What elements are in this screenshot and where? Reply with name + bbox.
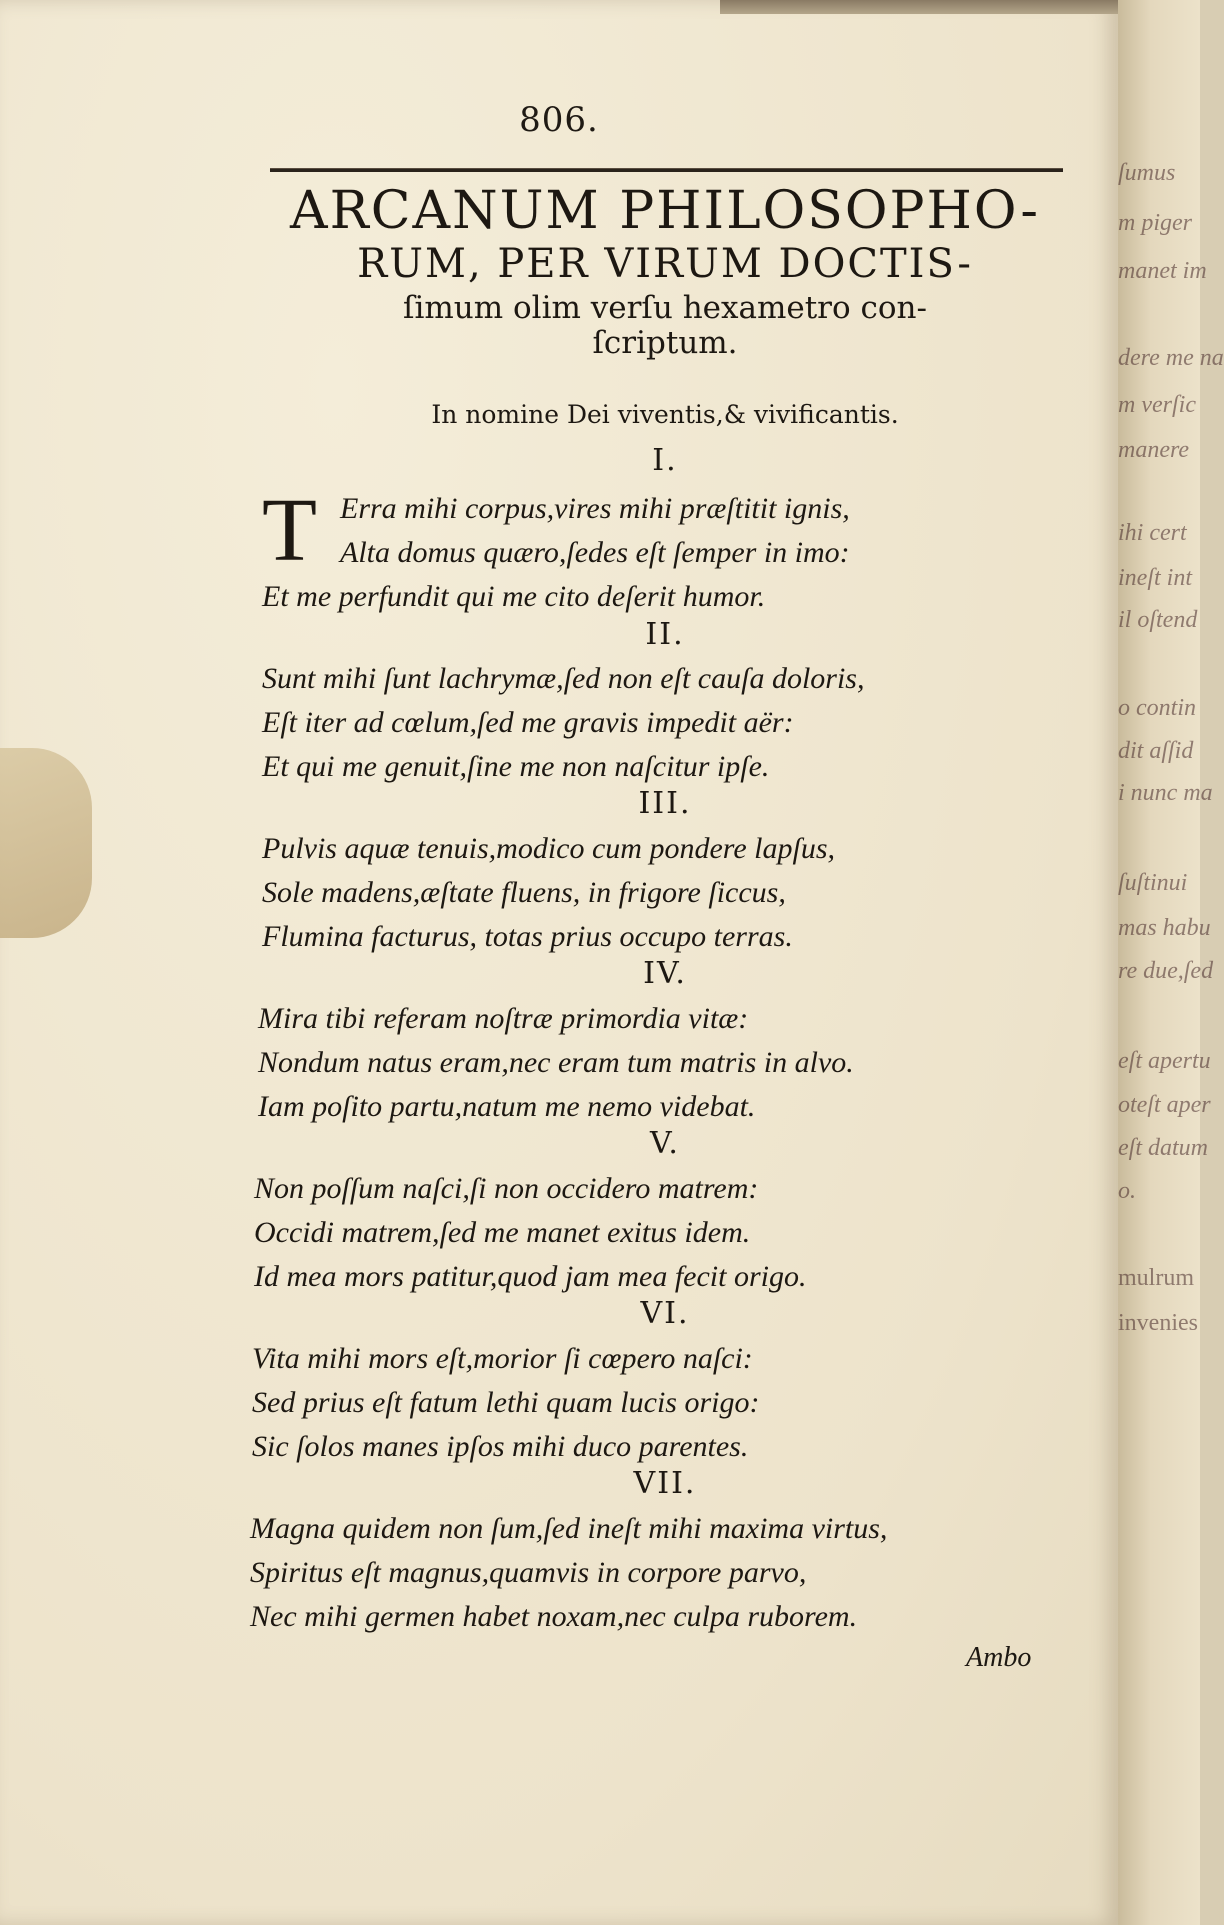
paper-stain [0, 748, 92, 938]
title-line-4: ſcriptum. [592, 324, 738, 361]
verse-line: Erra mihi corpus,vires mihi præſtitit ignis, [340, 492, 850, 525]
verse-line: Flumina facturus, totas prius occupo terras. [262, 920, 793, 953]
page-number: 806. [519, 100, 599, 140]
header-rule [270, 168, 1063, 172]
verse-line: Sed prius eſt fatum lethi quam lucis origo: [252, 1386, 760, 1419]
stanza-numeral: III. [638, 786, 692, 821]
facing-page-text: manet im [1118, 258, 1207, 284]
facing-page-text: manere [1118, 437, 1190, 463]
verse-line: Mira tibi referam noſtræ primordia vitæ: [258, 1002, 749, 1035]
facing-page-text: eſt apertu [1118, 1048, 1211, 1074]
stanza-numeral: IV. [643, 956, 687, 991]
facing-page-text: eſt datum [1118, 1135, 1208, 1161]
verse-line: Sic ſolos manes ipſos mihi duco parentes. [252, 1430, 749, 1463]
verse-line: Eſt iter ad cœlum,ſed me gravis impedit aër: [262, 706, 794, 739]
facing-page-text: mulrum [1118, 1265, 1194, 1291]
facing-page-text: oteſt aper [1118, 1092, 1211, 1118]
verse-line: Et qui me genuit,ſine me non naſcitur ipſe. [262, 750, 770, 783]
stanza-numeral: VI. [640, 1296, 690, 1331]
catchword: Ambo [966, 1642, 1032, 1673]
verse-line: Vita mihi mors eſt,morior ſi cœpero naſci: [252, 1342, 753, 1375]
facing-page-text: ſumus [1118, 160, 1176, 186]
title-line-1: ARCANUM PHILOSOPHO- [290, 181, 1040, 241]
verse-line: Nec mihi germen habet noxam,nec culpa ruborem. [250, 1600, 858, 1633]
facing-page-edge [1118, 0, 1224, 1925]
facing-page-text: ineſt int [1118, 565, 1192, 591]
verse-line: Id mea mors patitur,quod jam mea fecit origo. [254, 1260, 807, 1293]
facing-page-text: i nunc ma [1118, 780, 1213, 806]
verse-line: Occidi matrem,ſed me manet exitus idem. [254, 1216, 751, 1249]
stanza-numeral: II. [645, 617, 685, 652]
facing-page-text: ihi cert [1118, 520, 1187, 546]
verse-line: Spiritus eſt magnus,quamvis in corpore parvo, [250, 1556, 807, 1589]
facing-page-text: invenies [1118, 1310, 1198, 1336]
facing-page-text: m verſic [1118, 392, 1196, 418]
title-line-3: ſimum olim verſu hexametro con- [403, 290, 927, 327]
facing-page-text: dit aſſid [1118, 738, 1194, 764]
facing-page-text: ſuſtinui [1118, 870, 1188, 896]
facing-page-text: m piger [1118, 210, 1192, 236]
verse-line: Sole madens,æſtate fluens, in frigore ſiccus, [262, 876, 786, 909]
binding-strip [720, 0, 1120, 14]
verse-line: Non poſſum naſci,ſi non occidero matrem: [254, 1172, 759, 1205]
facing-page-text: re due,ſed [1118, 958, 1214, 984]
verse-line: Et me perfundit qui me cito deſerit humor. [262, 580, 766, 613]
facing-page-text: dere me na [1118, 345, 1224, 371]
drop-cap: T [262, 481, 317, 580]
page-title [250, 182, 1080, 360]
verse-line: Pulvis aquæ tenuis,modico cum pondere lapſus, [262, 832, 835, 865]
verse-line: Alta domus quæro,ſedes eſt ſemper in imo: [340, 536, 850, 569]
verse-line: Nondum natus eram,nec eram tum matris in alvo. [258, 1046, 854, 1079]
stanza-numeral: VII. [633, 1466, 697, 1501]
verse-line: Sunt mihi ſunt lachrymæ,ſed non eſt cauſa doloris, [262, 662, 865, 695]
facing-page-text: il oſtend [1118, 607, 1198, 633]
facing-page-text: o. [1118, 1178, 1136, 1204]
invocation: In nomine Dei viventis,& vivificantis. [431, 400, 899, 429]
stanza-numeral: I. [652, 443, 678, 478]
verse-line: Iam poſito partu,natum me nemo videbat. [258, 1090, 756, 1123]
verse-line: Magna quidem non ſum,ſed ineſt mihi maxima virtus, [250, 1512, 888, 1545]
stanza-numeral: V. [650, 1126, 680, 1161]
facing-page-text: mas habu [1118, 915, 1211, 941]
title-line-2: RUM, PER VIRUM DOCTIS- [357, 241, 973, 288]
facing-page-text: o contin [1118, 695, 1196, 721]
